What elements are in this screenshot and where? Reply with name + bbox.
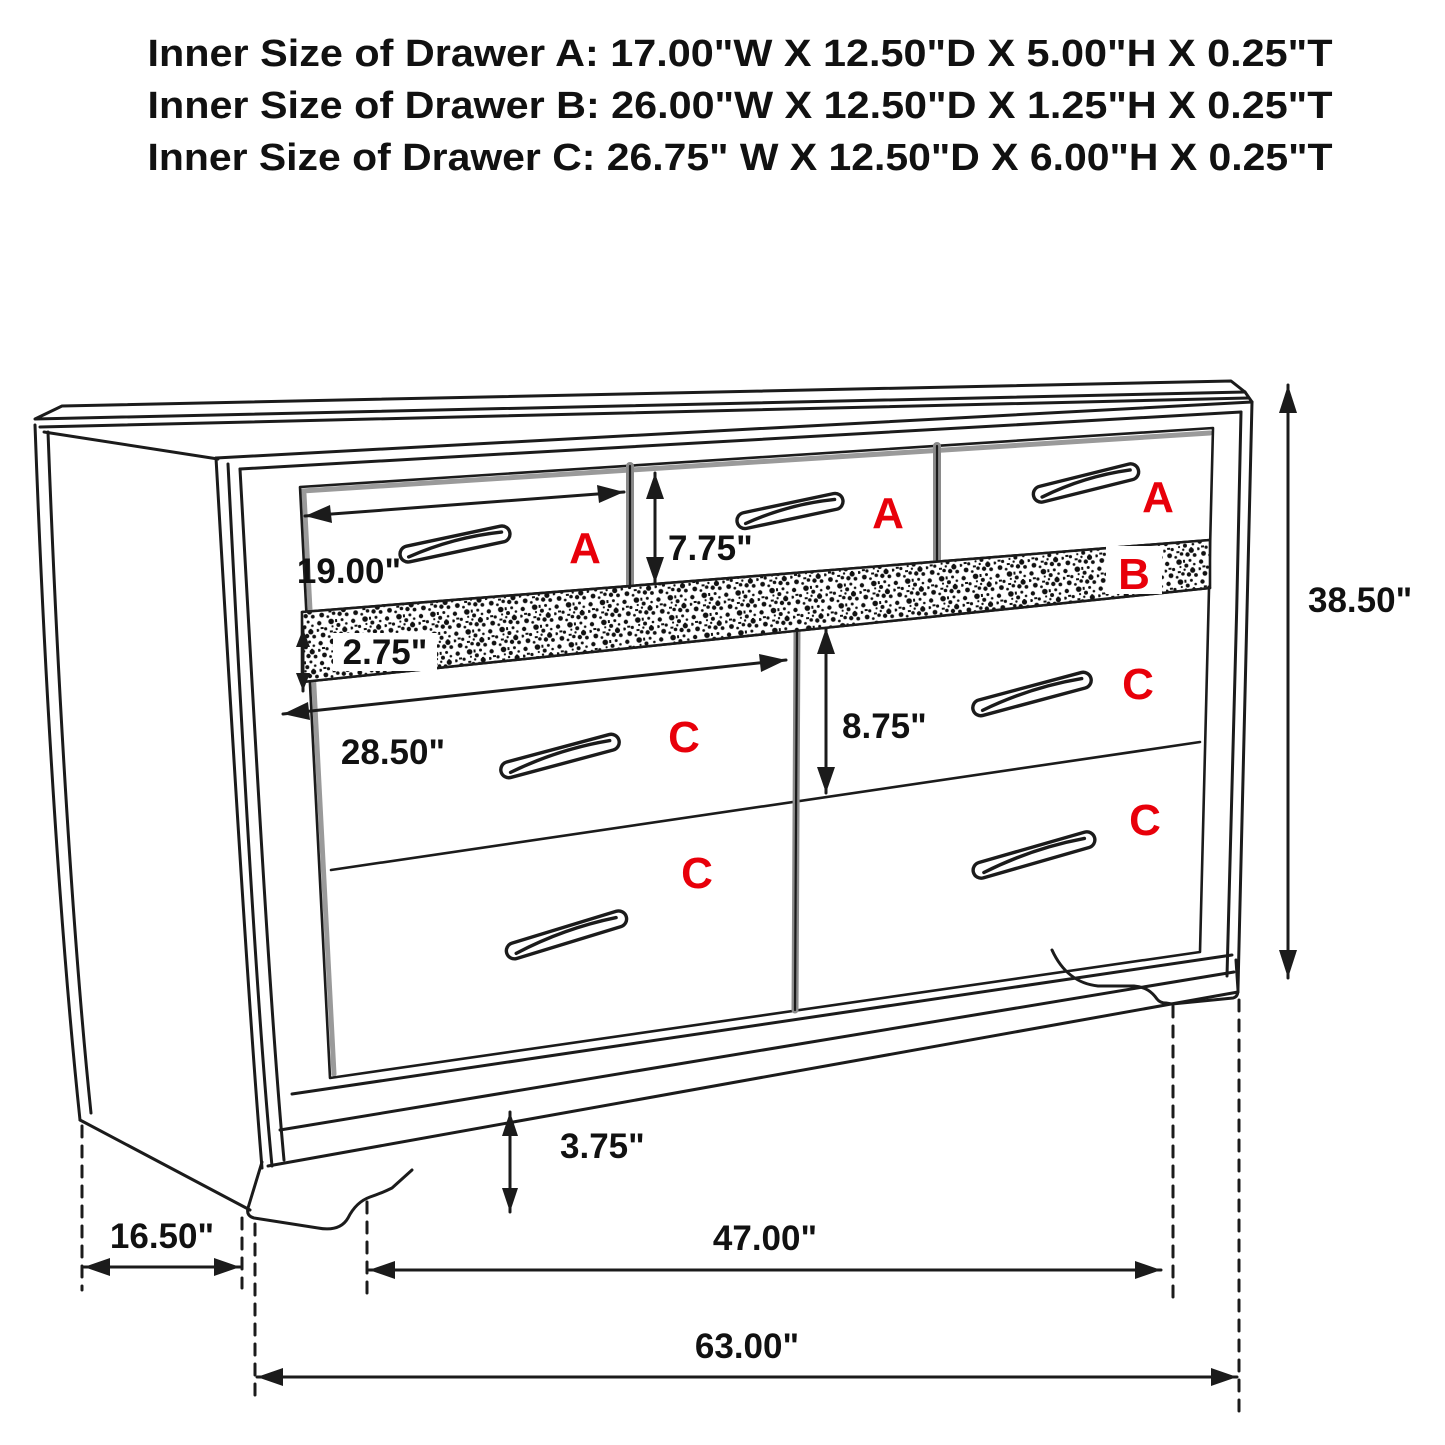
dimension-annotations <box>84 385 1412 1386</box>
dim-label-drawer-a-width: 19.00" <box>296 552 402 591</box>
drawer-handles <box>399 462 1141 961</box>
dim-label-strip-b-height: 2.75" <box>342 633 428 672</box>
dim-label-overall-width: 63.00" <box>694 1327 800 1366</box>
dresser-front-frame <box>216 402 1252 1168</box>
label-drawer-a-left: A <box>569 524 601 573</box>
dim-label-leg-span: 47.00" <box>712 1219 818 1258</box>
dim-label-base-height: 3.75" <box>560 1127 645 1166</box>
handle-drawer-a3 <box>1032 462 1141 504</box>
title-line-drawer-b: Inner Size of Drawer B: 26.00"W X 12.50"D X 1.25"H X 0.25"T <box>147 85 1333 127</box>
handle-drawer-c-upper-left <box>499 732 621 779</box>
dim-label-side-depth: 16.50" <box>109 1217 215 1256</box>
left-foot <box>248 1162 412 1229</box>
handle-drawer-c-upper-right <box>971 670 1093 717</box>
label-drawer-b: B <box>1118 550 1150 599</box>
dim-label-overall-height: 38.50" <box>1308 581 1413 620</box>
projection-guides <box>82 1000 1239 1412</box>
dresser-side-panel <box>35 425 250 1210</box>
strip-b-speckled <box>302 540 1210 682</box>
dresser-feet <box>248 950 1238 1229</box>
label-drawer-c-upper-right: C <box>1122 660 1154 709</box>
title-line-drawer-c: Inner Size of Drawer C: 26.75" W X 12.50"D X 6.00"H X 0.25"T <box>147 137 1333 179</box>
handle-drawer-c-lower-right <box>971 830 1097 880</box>
dim-label-drawer-c-width: 28.50" <box>340 733 446 772</box>
label-drawer-c-lower-right: C <box>1129 796 1161 845</box>
dim-line-drawer-a-width <box>305 492 624 516</box>
dresser-line-art <box>35 381 1252 1412</box>
handle-drawer-a1 <box>399 525 512 564</box>
handle-drawer-c-lower-left <box>504 909 628 961</box>
label-drawer-c-lower-left: C <box>681 849 713 898</box>
handle-drawer-a2 <box>736 492 845 530</box>
label-drawer-a-middle: A <box>872 489 904 538</box>
dim-label-drawer-a-height: 7.75" <box>668 529 753 568</box>
dim-label-drawer-c-height: 8.75" <box>842 707 927 746</box>
label-drawer-a-right: A <box>1142 473 1174 522</box>
title-line-drawer-a: Inner Size of Drawer A: 17.00"W X 12.50"D X 5.00"H X 0.25"T <box>147 33 1333 75</box>
title-block <box>148 33 1333 179</box>
label-drawer-c-upper-left: C <box>668 713 700 762</box>
